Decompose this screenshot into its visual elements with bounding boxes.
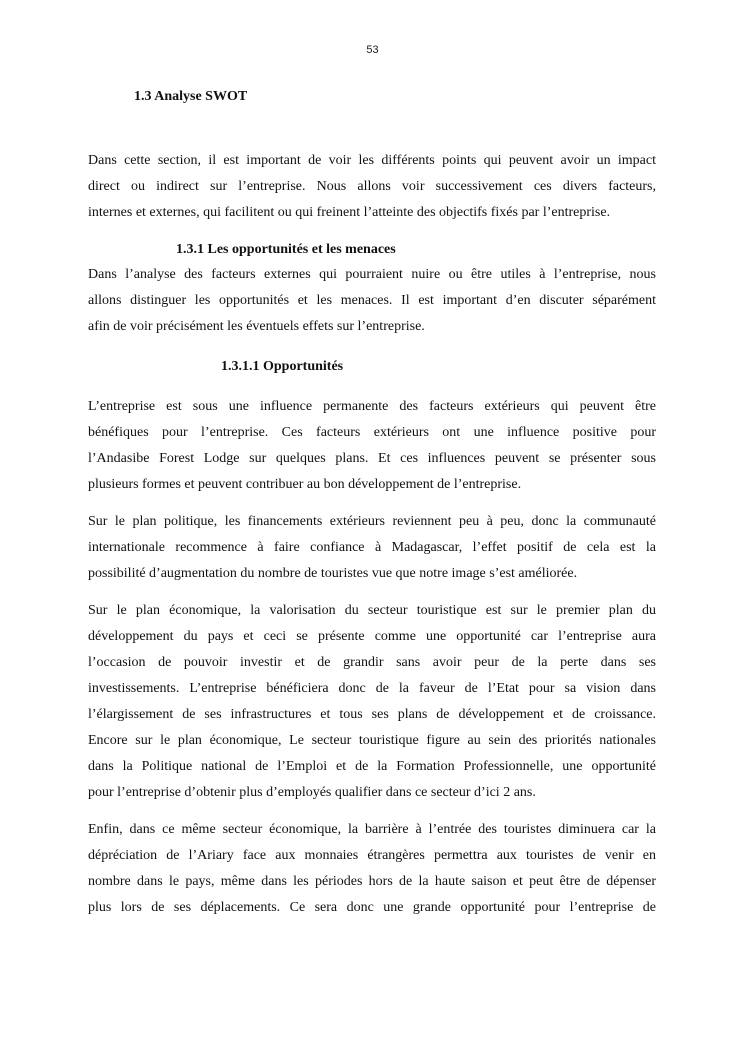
- text-line: possibilité d’augmentation du nombre de touristes vue que notre image s’est améliorée.: [88, 566, 578, 581]
- text-line: l’élargissement de ses infrastructures et tous ses plans de développement et de croissance.: [88, 707, 656, 722]
- page-number: 53: [366, 44, 379, 56]
- text-line: investissements. L’entreprise bénéficiera donc de la faveur de l’Etat pour sa vision dans: [88, 681, 656, 696]
- paragraph-barriere-entree: [88, 817, 656, 921]
- text-line: Dans l’analyse des facteurs externes qui pourraient nuire ou être utiles à l’entreprise, nous: [88, 267, 656, 282]
- text-line: internationale recommence à faire confiance à Madagascar, l’effet positif de cela est la: [88, 540, 656, 555]
- text-line: Enfin, dans ce même secteur économique, la barrière à l’entrée des touristes diminuera car la: [88, 822, 656, 837]
- text-line: plusieurs formes et peuvent contribuer au bon développement de l’entreprise.: [88, 477, 522, 492]
- text-line: direct ou indirect sur l’entreprise. Nous allons voir successivement ces divers facteurs,: [88, 179, 656, 194]
- paragraph-plan-economique: [88, 598, 656, 806]
- text-line: développement du pays et ceci se présente comme une opportunité car l’entreprise aura: [88, 629, 656, 644]
- text-line: allons distinguer les opportunités et les menaces. Il est important d’en discuter séparément: [88, 293, 656, 308]
- heading-opportunites: 1.3.1.1 Opportunités: [221, 359, 344, 374]
- text-line: Sur le plan économique, la valorisation du secteur touristique est sur le premier plan du: [88, 603, 656, 618]
- paragraph-facteurs-externes: [88, 262, 656, 340]
- heading-analyse-swot: 1.3 Analyse SWOT: [134, 89, 248, 104]
- paragraph-opportunites: [88, 394, 656, 498]
- text-line: L’entreprise est sous une influence permanente des facteurs extérieurs qui peuvent être: [88, 399, 656, 414]
- paragraph-intro: [88, 148, 656, 226]
- text-line: pour l’entreprise d’obtenir plus d’employés qualifier dans ce secteur d’ici 2 ans.: [88, 785, 536, 800]
- text-line: dépréciation de l’Ariary face aux monnaies étrangères permettra aux touristes de venir en: [88, 848, 656, 863]
- text-line: plus lors de ses déplacements. Ce sera donc une grande opportunité pour l’entreprise de: [88, 900, 656, 915]
- text-line: Dans cette section, il est important de voir les différents points qui peuvent avoir un impact: [88, 153, 656, 168]
- text-line: l’Andasibe Forest Lodge sur quelques plans. Et ces influences peuvent se présenter sous: [88, 451, 656, 466]
- text-line: Encore sur le plan économique, Le secteur touristique figure au sein des priorités nationales: [88, 733, 656, 748]
- text-line: nombre dans le pays, même dans les périodes hors de la haute saison et peut être de dépenser: [88, 874, 656, 889]
- text-line: afin de voir précisément les éventuels effets sur l’entreprise.: [88, 319, 425, 334]
- text-line: internes et externes, qui facilitent ou qui freinent l’atteinte des objectifs fixés par l’entreprise.: [88, 205, 611, 220]
- text-line: Sur le plan politique, les financements extérieurs reviennent peu à peu, donc la communauté: [88, 514, 656, 529]
- paragraph-plan-politique: [88, 509, 656, 587]
- heading-opportunites-menaces: 1.3.1 Les opportunités et les menaces: [176, 242, 396, 257]
- text-line: bénéfiques pour l’entreprise. Ces facteurs extérieurs ont une influence positive pour: [88, 425, 656, 440]
- text-line: dans la Politique national de l’Emploi et de la Formation Professionnelle, une opportunité: [88, 759, 656, 774]
- text-line: l’occasion de pouvoir investir et de grandir sans avoir peur de la perte dans ses: [88, 655, 656, 670]
